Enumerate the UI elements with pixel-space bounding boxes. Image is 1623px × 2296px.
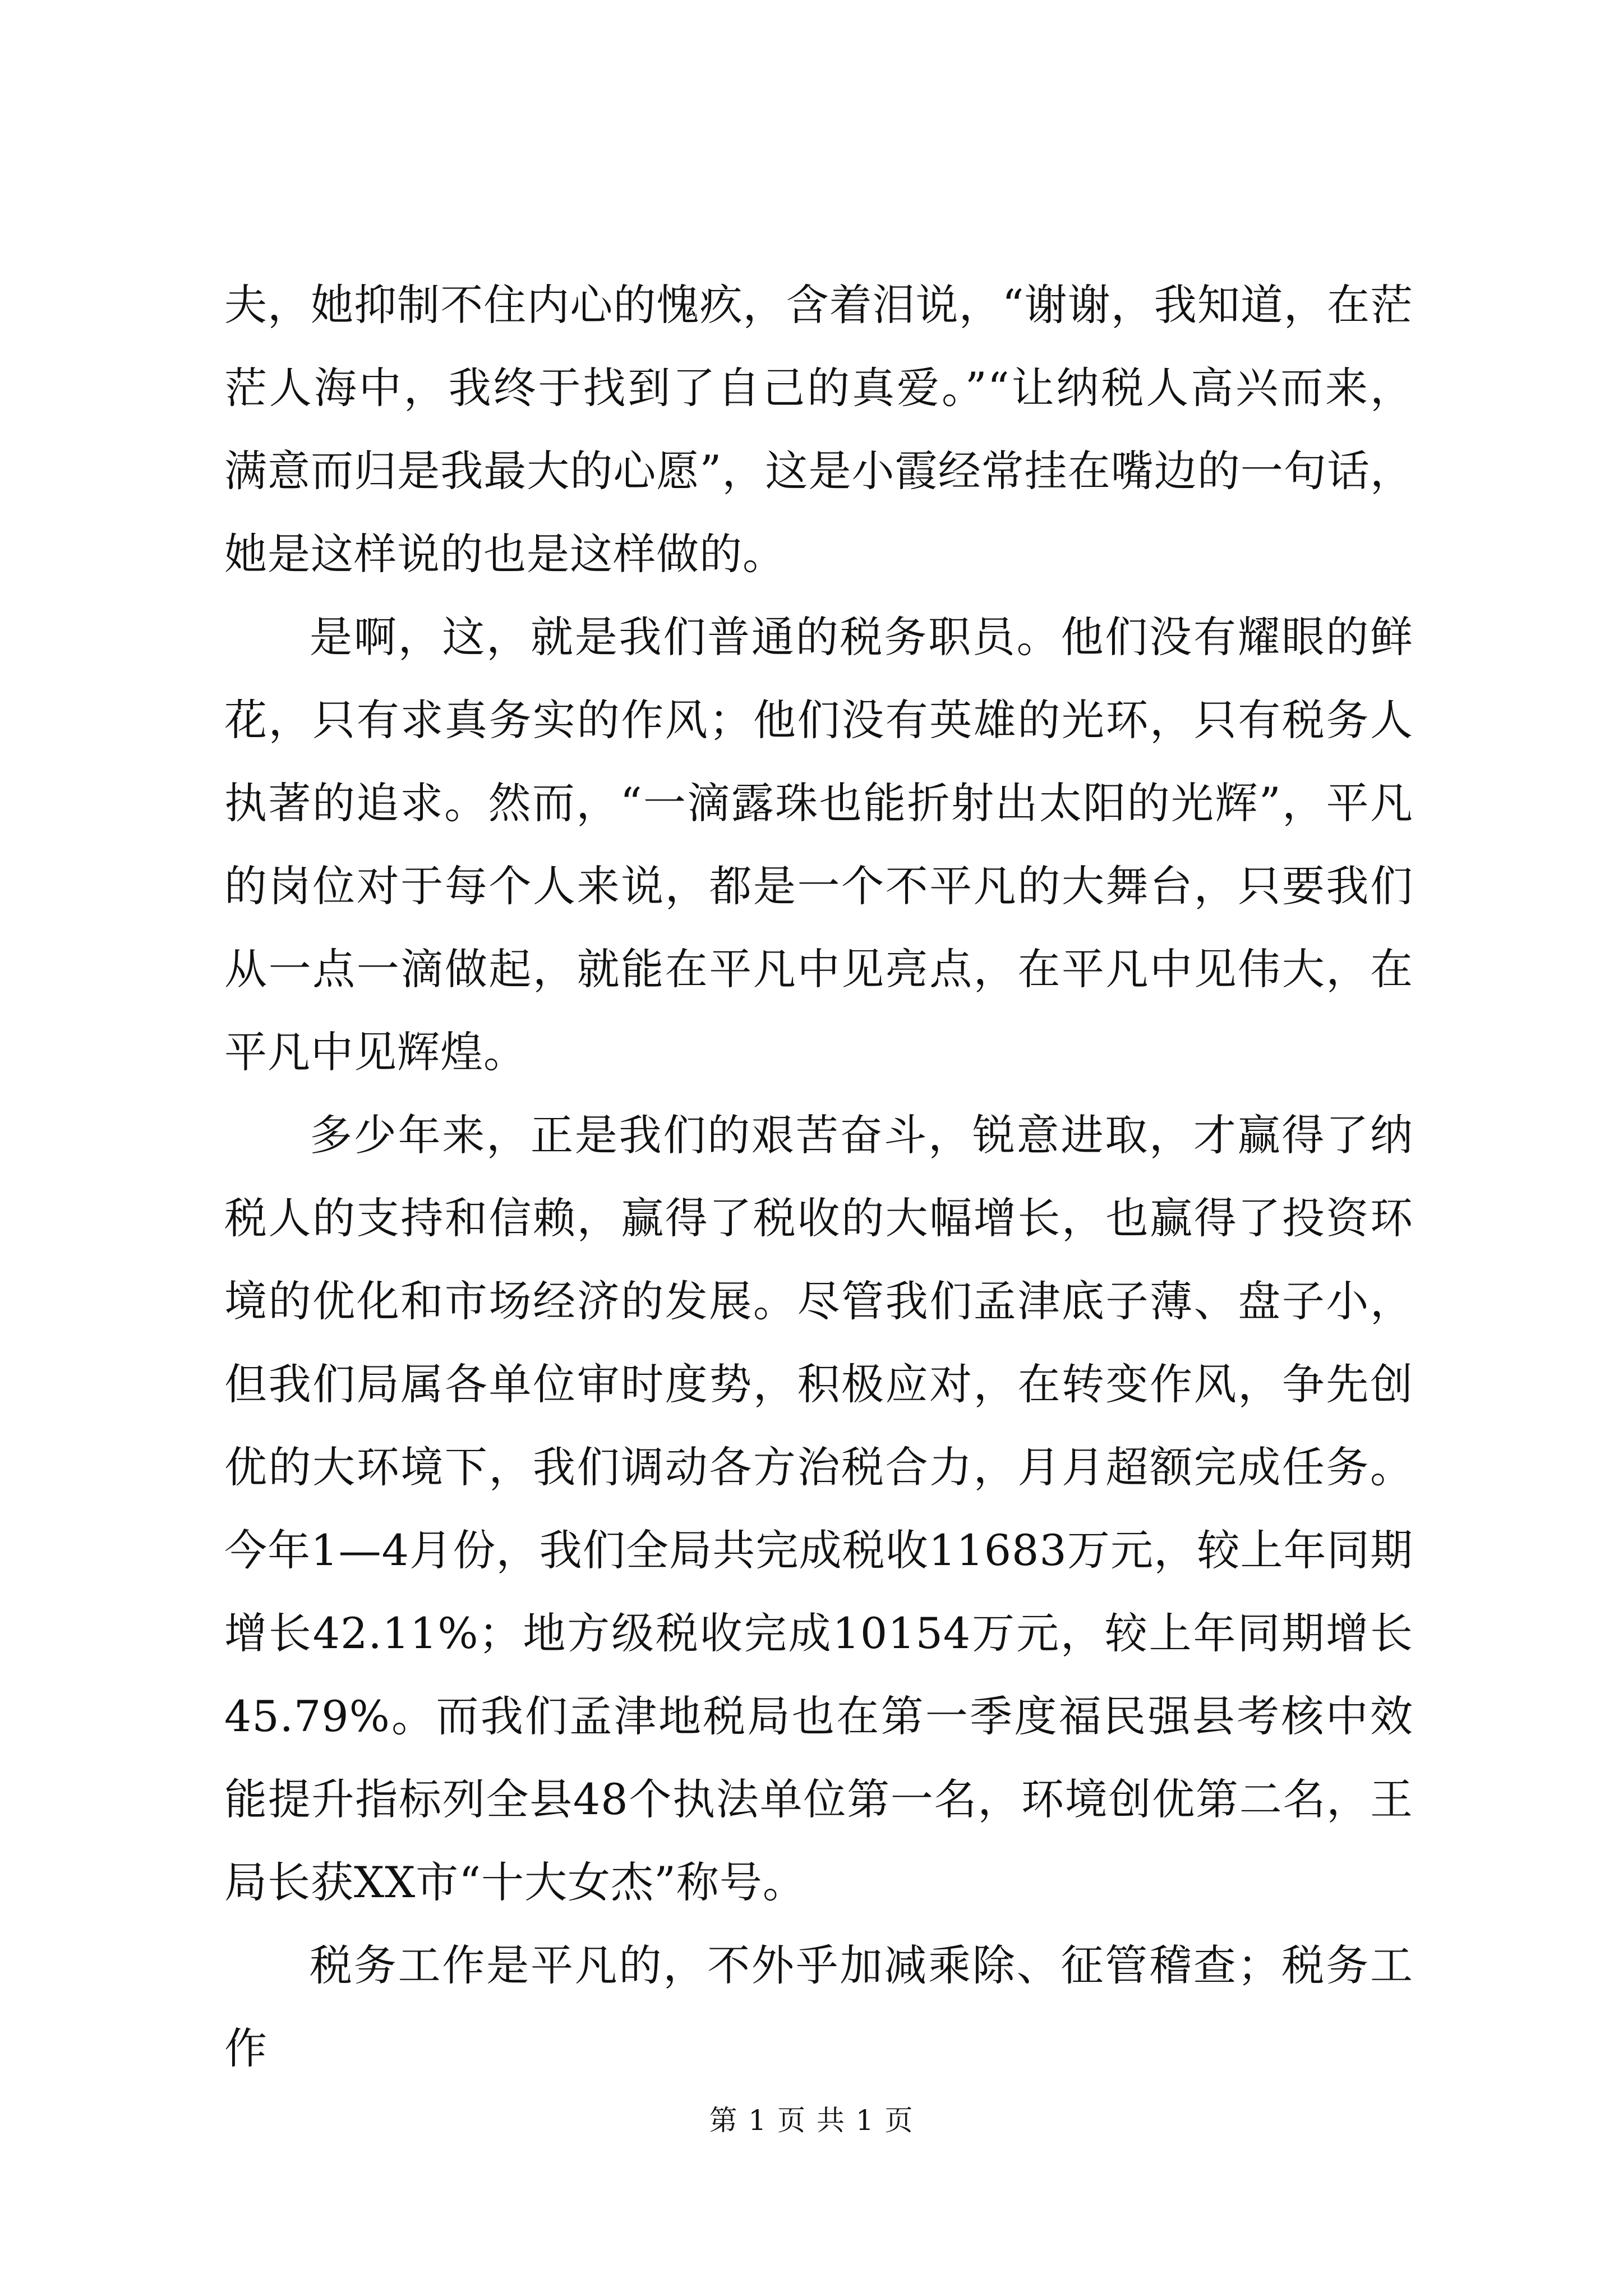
paragraph-tax-work: 税务工作是平凡的，不外乎加减乘除、征管稽查；税务工作 <box>224 1940 1413 2073</box>
paragraph-achievements: 多少年来，正是我们的艰苦奋斗，锐意进取，才赢得了纳税人的支持和信赖，赢得了税收的大幅增长，也赢得了投资环境的优化和市场经济的发展。尽管我们孟津底子薄、盘子小，但我们局属各单位审时度势，积极应对，在转变作风，争先创优的大环境下，我们调动各方治税合力，月月超额完成任务。今年1—4月份，我们全局共完成税收11683万元，较上年同期增长42.11%；地方级税收完成10154万元，较上年同期增长45.79%。而我们孟津地税局也在第一季度福民强县考核中效能提升指标列全县48个执法单位第一名，环境创优第二名，王局长获XX市“十大女杰”称号。 <box>224 1110 1413 1907</box>
paragraph-tax-staff: 是啊，这，就是我们普通的税务职员。他们没有耀眼的鲜花，只有求真务实的作风；他们没有英雄的光环，只有税务人执著的追求。然而，“一滴露珠也能折射出太阳的光辉”，平凡的岗位对于每个人来说，都是一个不平凡的大舞台，只要我们从一点一滴做起，就能在平凡中见亮点，在平凡中见伟大，在平凡中见辉煌。 <box>224 612 1413 1077</box>
page-footer: 第 1 页 共 1 页 <box>709 2104 914 2137</box>
document-body <box>224 264 1413 2090</box>
paragraph-continuation: 夫，她抑制不住内心的愧疚，含着泪说，“谢谢，我知道，在茫茫人海中，我终于找到了自己的真爱。”“让纳税人高兴而来，满意而归是我最大的心愿”，这是小霞经常挂在嘴边的一句话，她是这样说的也是这样做的。 <box>224 280 1413 579</box>
